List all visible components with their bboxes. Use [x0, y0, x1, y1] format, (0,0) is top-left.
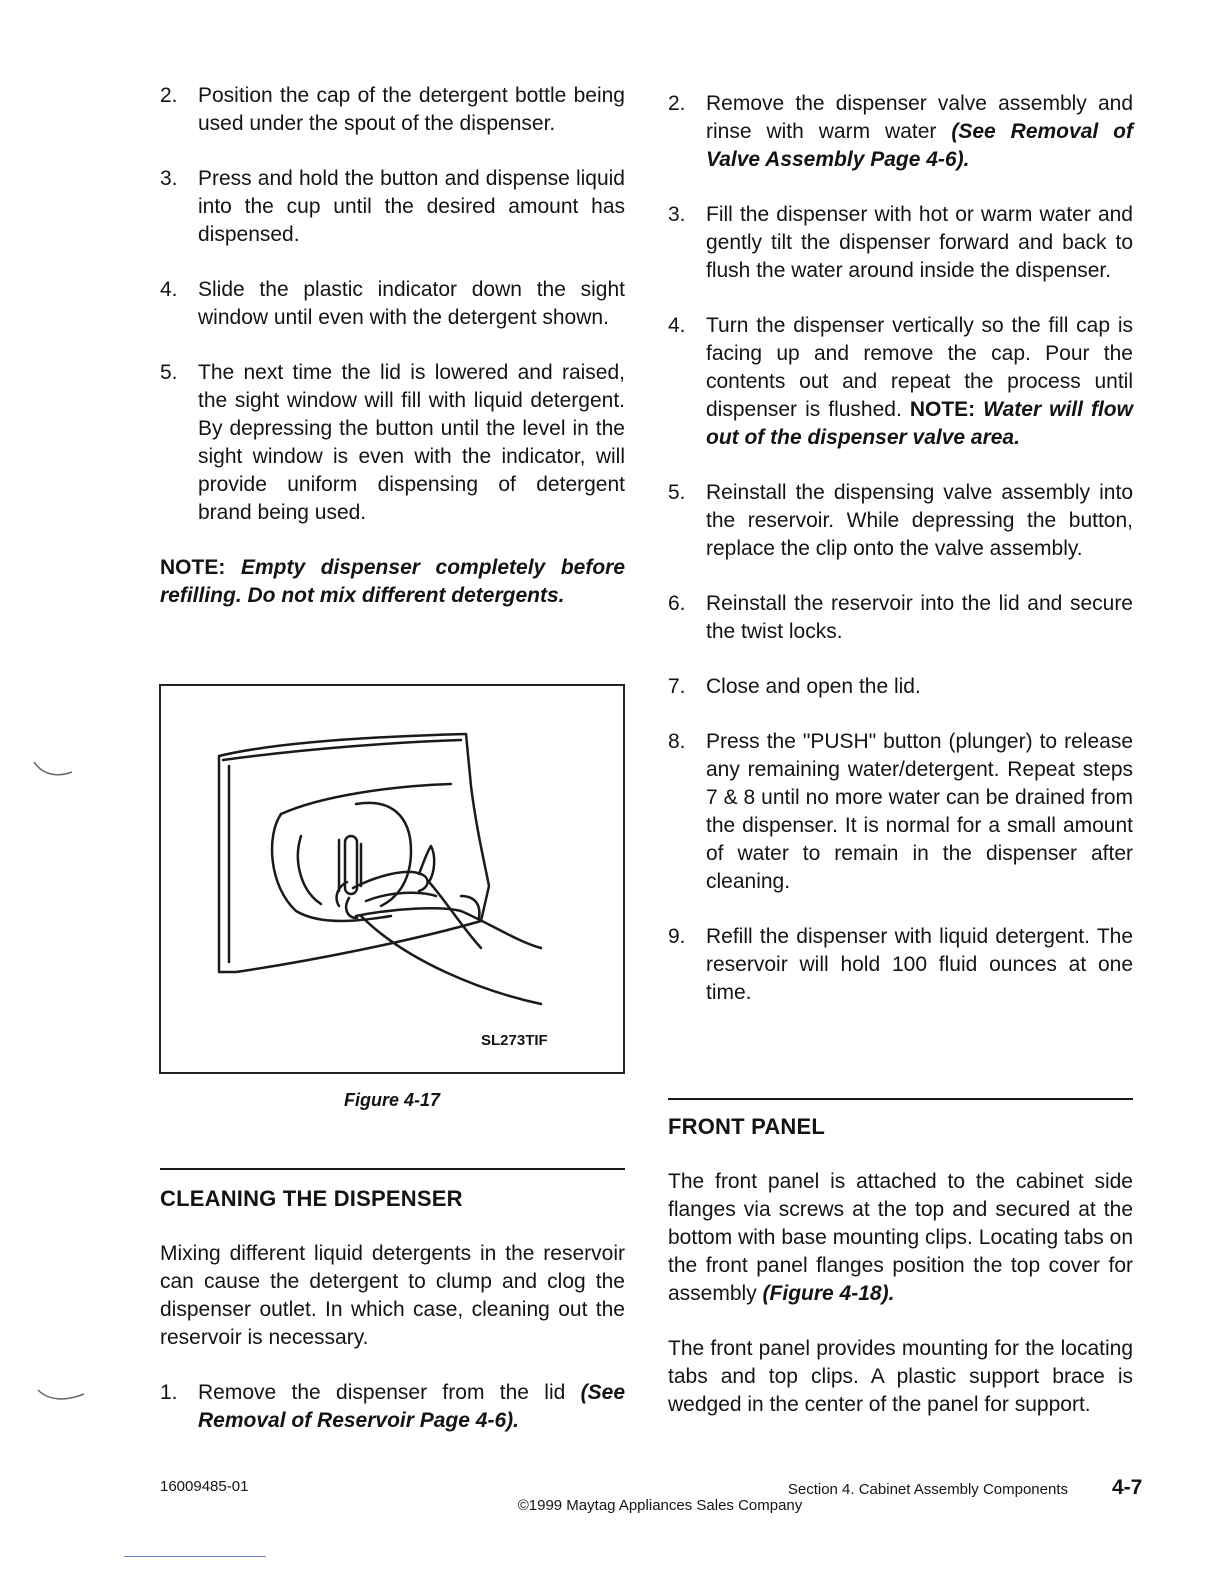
margin-mark — [32, 752, 92, 792]
list-item — [160, 359, 625, 527]
step-number: 7. — [668, 675, 686, 698]
section-heading: CLEANING THE DISPENSER — [160, 1186, 463, 1211]
list-item — [668, 312, 1133, 452]
page-number: 4-7 — [1112, 1476, 1143, 1499]
right-column — [668, 90, 1133, 1034]
note-text: Water will flow out of the dispenser valve area. — [706, 398, 1133, 449]
list-item — [668, 728, 1133, 896]
list-item — [668, 201, 1133, 285]
step-text: Reinstall the dispensing valve assembly into the reservoir. While depressing the button, replace the clip onto the valve assembly. — [706, 481, 1133, 560]
step-number: 8. — [668, 730, 686, 753]
step-text-main: Remove the dispenser valve assembly and rinse with warm water — [706, 92, 1133, 143]
cleaning-intro: Mixing different liquid detergents in the reservoir can cause the detergent to clump and clog the dispenser outlet. In which case, cleaning out the reservoir is necessary. — [160, 1242, 625, 1349]
cross-reference: (Figure 4-18). — [762, 1282, 895, 1305]
note-text: Empty dispenser completely before refilling. Do not mix different detergents. — [160, 556, 625, 607]
cleaning-body — [160, 1240, 625, 1462]
cross-reference: (See Removal of Reservoir Page 4-6). — [198, 1381, 625, 1432]
step-number: 9. — [668, 925, 686, 948]
step-number: 4. — [160, 278, 178, 301]
step-number: 3. — [160, 167, 178, 190]
step-text: Press and hold the button and dispense liquid into the cup until the desired amount has dispensed. — [198, 167, 625, 246]
front-panel-body — [668, 1168, 1133, 1446]
dispenser-illustration — [161, 686, 623, 1072]
figure-caption: Figure 4-17 — [343, 1090, 441, 1110]
step-text: Refill the dispenser with liquid detergent. The reservoir will hold 100 fluid ounces at one time. — [706, 925, 1133, 1004]
figure-box — [159, 684, 625, 1074]
note-label: NOTE: — [909, 398, 976, 421]
list-item — [160, 276, 625, 332]
step-text — [706, 312, 1133, 452]
list-item — [668, 479, 1133, 563]
step-text: Close and open the lid. — [706, 675, 921, 698]
step-number: 5. — [160, 361, 178, 384]
margin-mark — [36, 1382, 96, 1422]
step-text — [198, 1379, 625, 1435]
section-divider — [160, 1168, 625, 1170]
front-panel-paragraph: The front panel provides mounting for the locating tabs and top clips. A plastic support brace is wedged in the center of the panel for support. — [668, 1337, 1133, 1416]
note-label: NOTE: — [160, 556, 226, 579]
step-text: Press the "PUSH" button (plunger) to release any remaining water/detergent. Repeat steps 7 & 8 until no more water can be drained from the dispenser. It is normal for a small amount of water to remain in the dispenser after cleaning. — [706, 730, 1133, 893]
list-item — [668, 673, 1133, 701]
front-panel-paragraph — [668, 1168, 1133, 1308]
step-number: 1. — [160, 1381, 178, 1404]
list-item — [160, 165, 625, 249]
paragraph-text: The front panel is attached to the cabinet side flanges via screws at the top and secured at the bottom with base mounting clips. Locating tabs on the front panel flanges position the top cover for assembly — [668, 1170, 1133, 1305]
step-text: Reinstall the reservoir into the lid and secure the twist locks. — [706, 592, 1133, 643]
step-text: Position the cap of the detergent bottle being used under the spout of the dispenser. — [198, 84, 625, 135]
step-text-main: Turn the dispenser vertically so the fill cap is facing up and remove the cap. Pour the contents out and repeat the process until dispenser is flushed. — [706, 314, 1133, 421]
step-text: Slide the plastic indicator down the sight window until even with the detergent shown. — [198, 278, 625, 329]
step-number: 2. — [668, 92, 686, 115]
step-text: The next time the lid is lowered and raised, the sight window will fill with liquid detergent. By depressing the button until the level in the sight window is even with the indicator, will provide uniform dispensing of detergent brand being used. — [198, 361, 625, 524]
left-column — [160, 82, 625, 637]
list-item — [160, 82, 625, 138]
section-label: Section 4. Cabinet Assembly Components — [787, 1481, 1068, 1498]
figure-code: SL273TIF — [481, 1032, 548, 1049]
step-number: 6. — [668, 592, 686, 615]
list-item — [668, 90, 1133, 174]
list-item — [668, 590, 1133, 646]
step-number: 2. — [160, 84, 178, 107]
cross-reference: (See Removal of Valve Assembly Page 4-6). — [706, 120, 1133, 171]
section-heading: FRONT PANEL — [668, 1114, 826, 1139]
step-text: Fill the dispenser with hot or warm water and gently tilt the dispenser forward and back to flush the water around inside the dispenser. — [706, 203, 1133, 282]
step-text — [706, 90, 1133, 174]
step-number: 5. — [668, 481, 686, 504]
step-number: 4. — [668, 314, 686, 337]
copyright: ©1999 Maytag Appliances Sales Company — [517, 1497, 803, 1514]
section-divider — [668, 1098, 1133, 1100]
note — [160, 554, 625, 610]
step-number: 3. — [668, 203, 686, 226]
margin-mark — [124, 1556, 266, 1557]
list-item — [160, 1379, 625, 1435]
list-item — [668, 923, 1133, 1007]
doc-number: 16009485-01 — [160, 1478, 249, 1495]
step-text-main: Remove the dispenser from the lid — [198, 1381, 566, 1404]
